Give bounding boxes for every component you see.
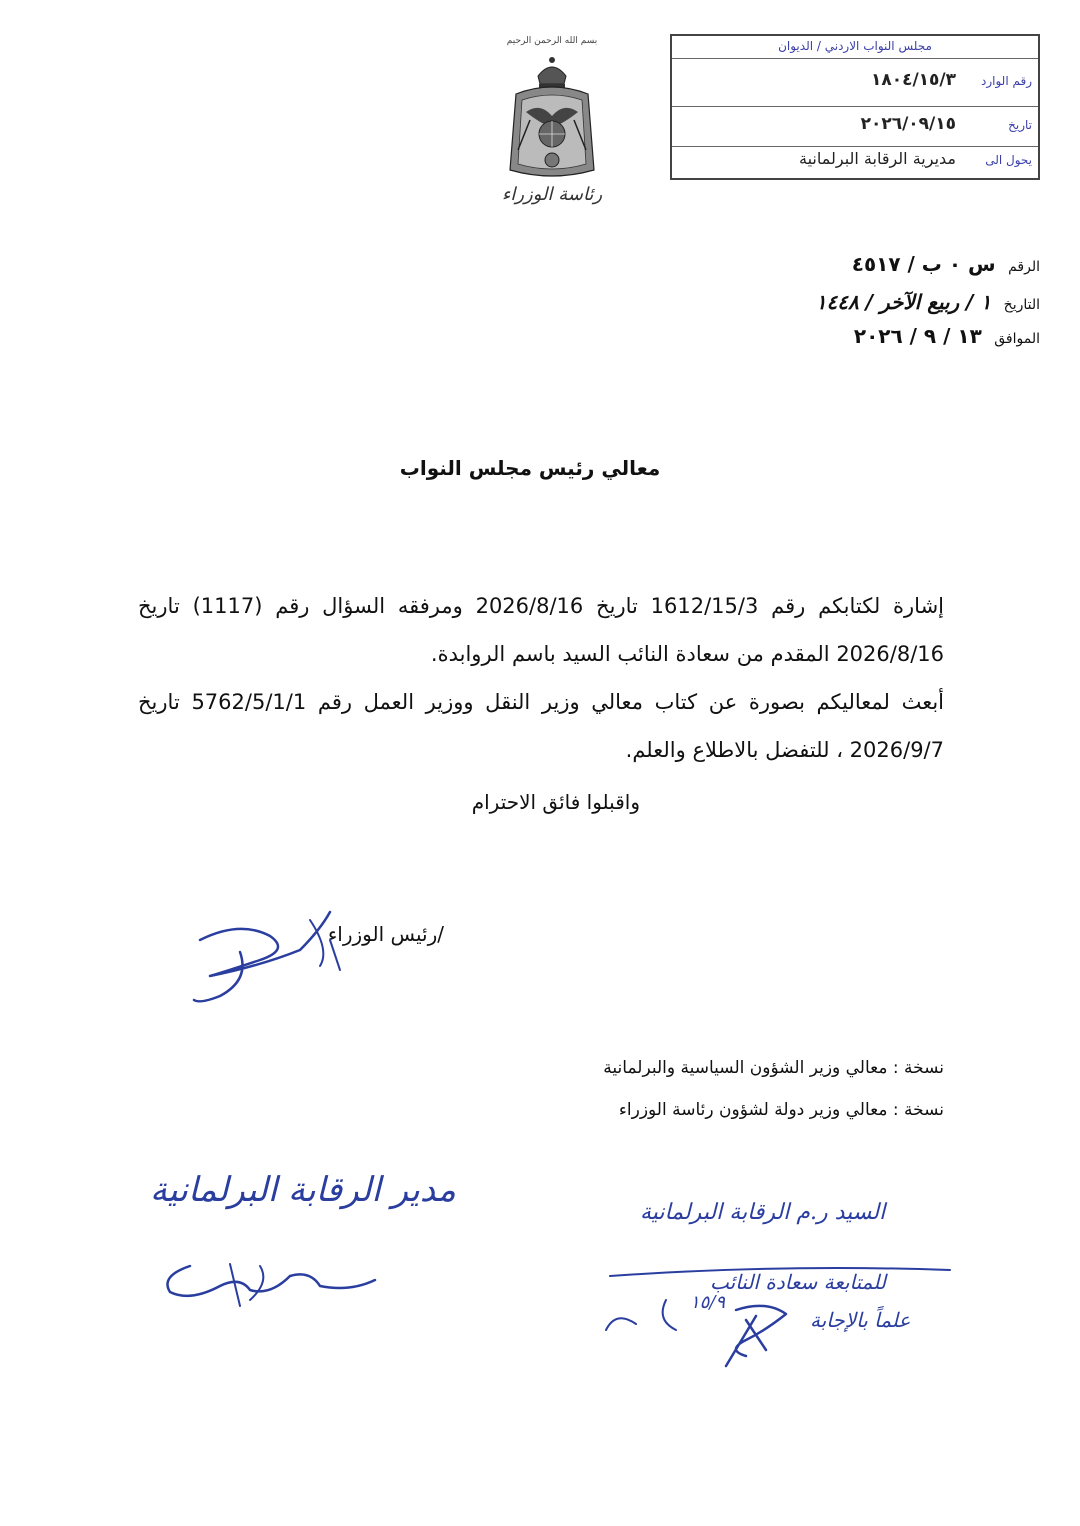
reference-date-value: ١ / ربيع الآخر / ١٤٤٨ xyxy=(815,290,992,314)
stamp-ref-label: رقم الوارد xyxy=(981,74,1032,88)
body-paragraph-2: أبعث لمعاليكم بصورة عن كتاب معالي وزير النقل ووزير العمل رقم 5762/5/1/1 تاريخ 2026/9/7 ، للتفضل بالاطلاع والعلم. xyxy=(138,690,944,762)
coat-of-arms xyxy=(496,36,608,216)
reference-number xyxy=(852,252,1040,276)
stamp-date-value: ٢٠٢٦/٠٩/١٥ xyxy=(860,114,956,134)
addressee xyxy=(0,456,1080,480)
right-initials-signature-icon xyxy=(596,1280,816,1370)
stamp-ref-row xyxy=(672,58,1038,107)
reference-corresponding-value: ١٣ / ٩ / ٢٠٢٦ xyxy=(853,324,982,348)
stamp-header: مجلس النواب الاردني / الديوان xyxy=(778,39,932,53)
body-paragraph-1: إشارة لكتابكم رقم 1612/15/3 تاريخ 2026/8/16 ومرفقه السؤال رقم (1117) تاريخ 2026/8/16 المقدم من سعادة النائب السيد باسم الروابدة. xyxy=(138,594,945,666)
basmala-text: بسم الله الرحمن الرحيم xyxy=(506,36,598,46)
stamp-ref-value: ١٨٠٤/١٥/٣ xyxy=(870,70,956,90)
closing-regards: واقبلوا فائق الاحترام xyxy=(471,790,640,814)
stamp-forward-row xyxy=(672,146,1038,176)
handwritten-right-note-1: السيد ر.م الرقابة البرلمانية xyxy=(640,1200,886,1225)
reference-corresponding xyxy=(854,324,1040,348)
reference-date-label: التاريخ xyxy=(1003,297,1040,313)
jordan-coat-of-arms-icon xyxy=(496,50,608,180)
addressee-text: معالي رئيس مجلس النواب xyxy=(399,456,661,480)
copy-line-1: نسخة : معالي وزير الشؤون السياسية والبرلمانية xyxy=(603,1058,944,1078)
pm-signature-icon xyxy=(180,900,380,1020)
handwritten-right-date: ١٥/٩ xyxy=(690,1292,726,1313)
reference-number-label: الرقم xyxy=(1008,259,1040,275)
handwritten-right-note-3: علماً بالإجابة xyxy=(810,1308,911,1332)
stamp-date-label: تاريخ xyxy=(1008,118,1032,132)
reference-number-value: س ٠ ب / ٤٥١٧ xyxy=(851,252,996,276)
handwritten-left-note: مدير الرقابة البرلمانية xyxy=(150,1170,456,1210)
left-initials-signature-icon xyxy=(150,1246,390,1326)
handwritten-right-note-2: للمتابعة سعادة النائب xyxy=(710,1270,886,1294)
incoming-stamp xyxy=(670,34,1040,180)
signature-title: /رئيس الوزراء xyxy=(327,922,444,946)
stamp-header-row xyxy=(672,36,1038,59)
stamp-forward-label: يحول الى xyxy=(985,153,1032,167)
copy-line-2: نسخة : معالي وزير دولة لشؤون رئاسة الوزراء xyxy=(618,1100,944,1120)
reference-date xyxy=(816,290,1040,314)
emblem-caption: رئاسة الوزراء xyxy=(501,184,603,205)
stamp-date-row xyxy=(672,106,1038,147)
stamp-forward-value: مديرية الرقابة البرلمانية xyxy=(799,149,956,168)
reference-corresponding-label: الموافق xyxy=(994,331,1040,347)
